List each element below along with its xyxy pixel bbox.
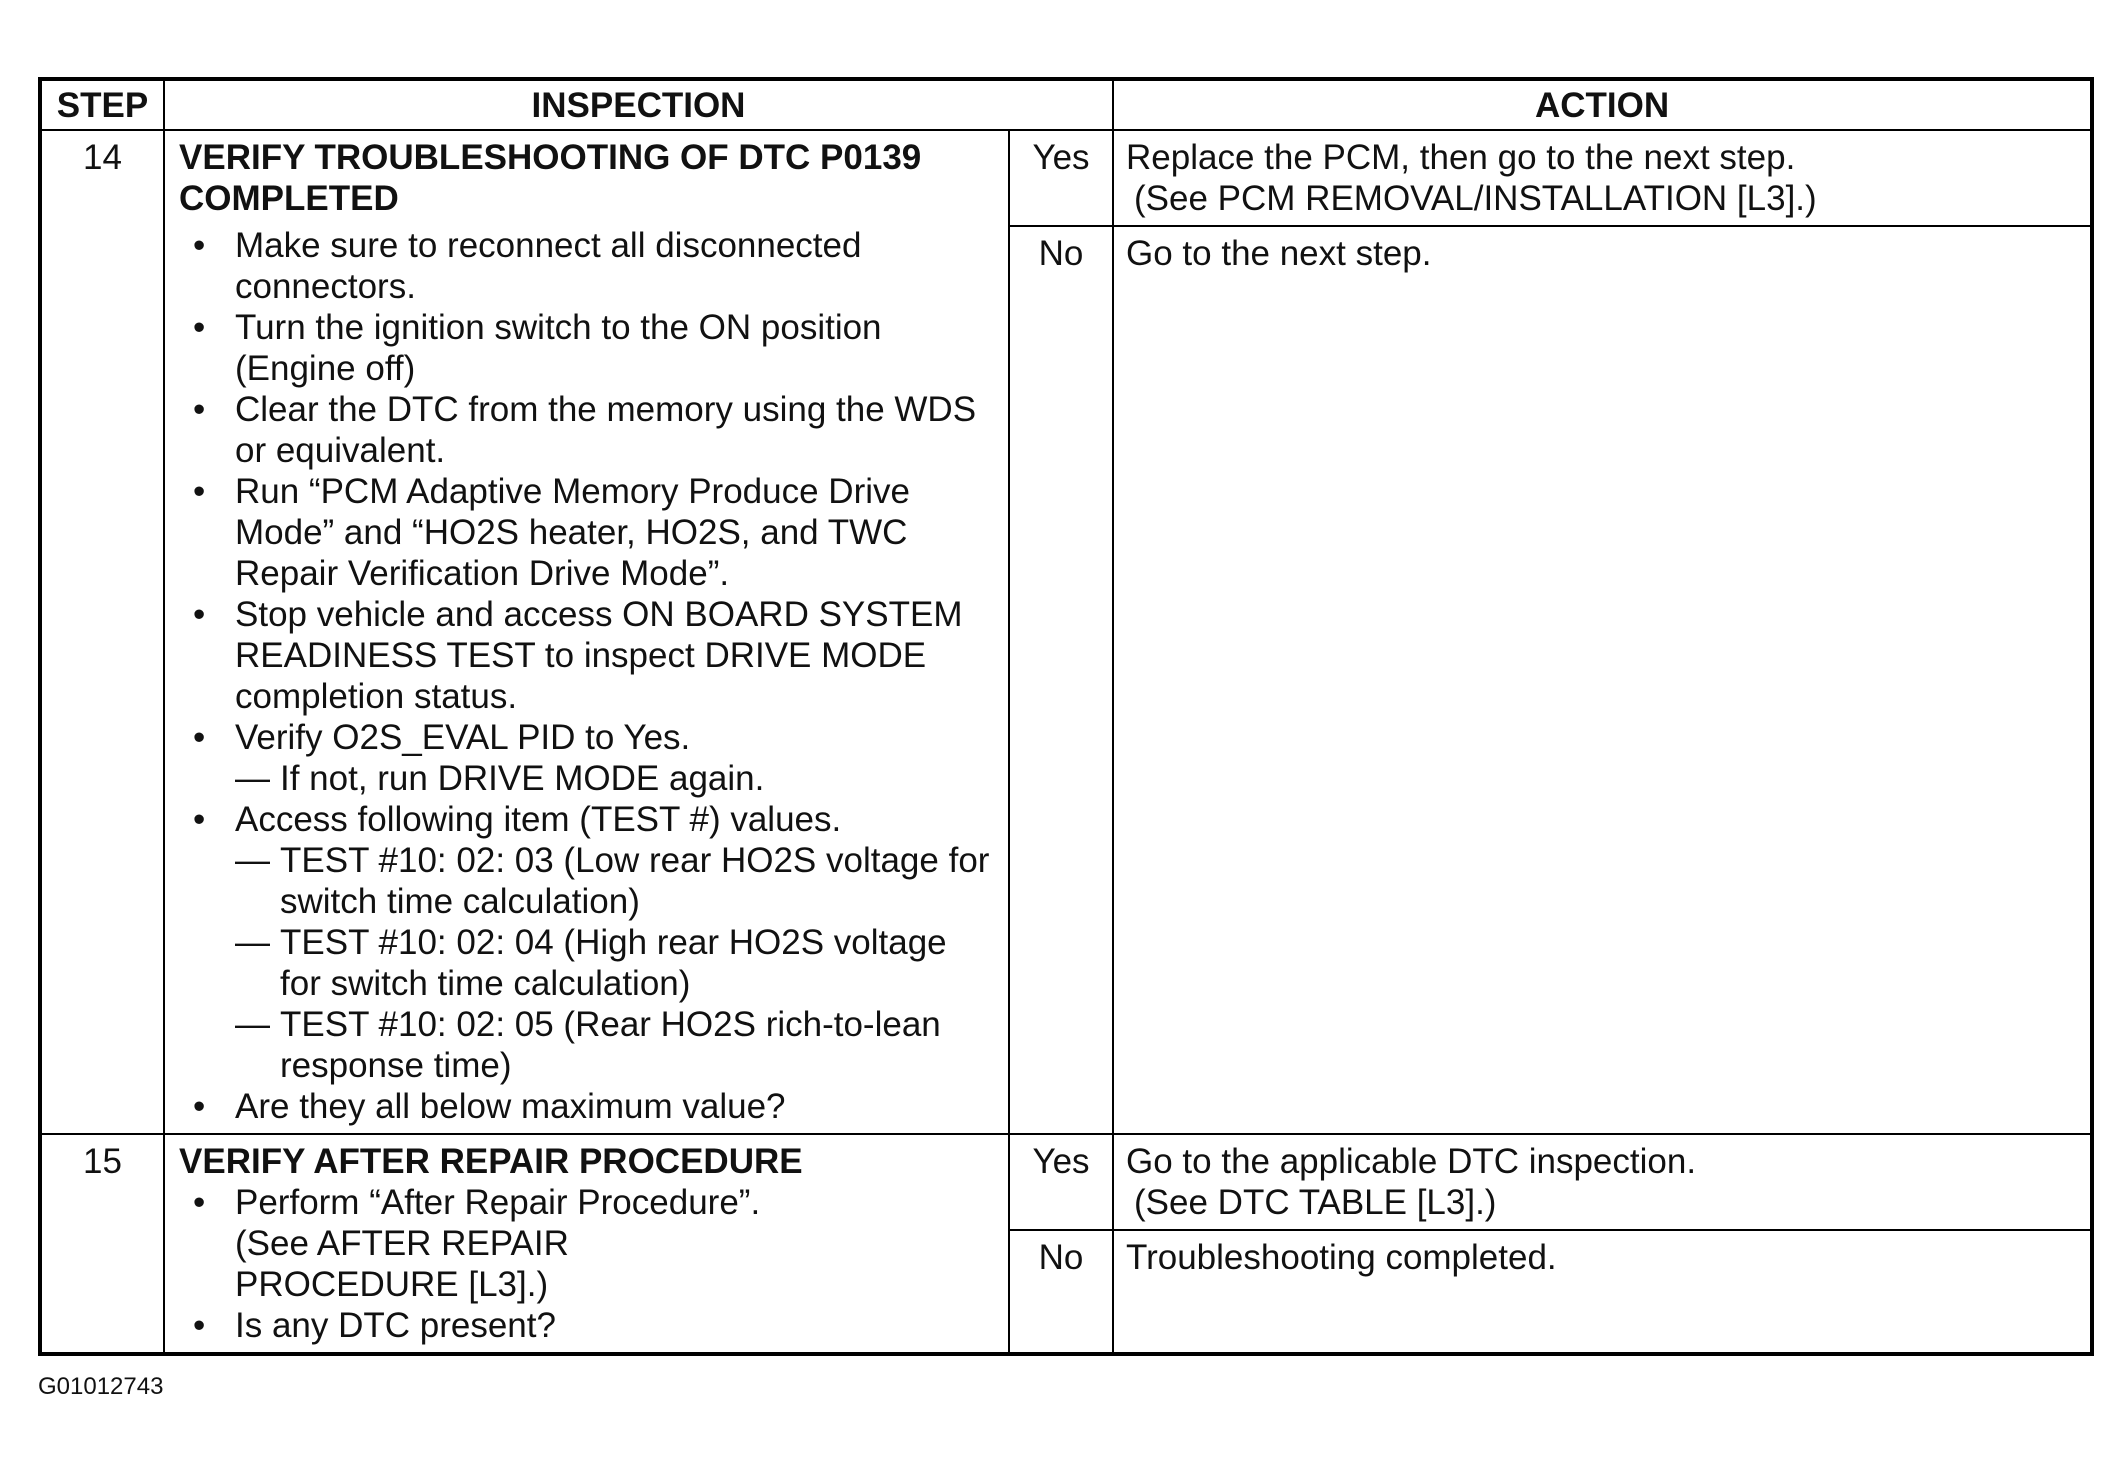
step-15-yes-row [40,1134,2092,1230]
figure-id: G01012743 [38,1373,164,1400]
step-14-yes-label: Yes [1009,130,1113,226]
bullet-text: Is any DTC present? [235,1306,556,1345]
sub-item-text: TEST #10: 02: 04 (High rear HO2S voltage for switch time calculation) [280,923,947,1003]
verify-sublist [235,758,992,799]
list-item [179,1086,992,1127]
action-note: (See PCM REMOVAL/INSTALLATION [L3].) [1134,179,1817,218]
list-item [179,225,992,307]
action-text: Go to the applicable DTC inspection. [1126,1142,1697,1181]
step-15-no-label: No [1009,1230,1113,1354]
step-15-title: VERIFY AFTER REPAIR PROCEDURE [179,1142,803,1181]
step-15-yes-label: Yes [1009,1134,1113,1230]
step-14-no-action: Go to the next step. [1113,226,2092,1134]
list-item [179,1305,992,1346]
sub-item [235,922,992,1004]
list-item [179,1182,992,1305]
step-15-inspection [164,1134,1009,1354]
list-item [179,717,992,799]
step-14-no-label: No [1009,226,1113,1134]
sub-item-text: TEST #10: 02: 03 (Low rear HO2S voltage for switch time calculation) [280,841,990,921]
sub-item [235,840,992,922]
sub-item-text: If not, run DRIVE MODE again. [280,759,765,798]
procedure-table [38,77,2094,1356]
step-14-title: VERIFY TROUBLESHOOTING OF DTC P0139 COMPLETED [179,138,922,218]
test-sublist [235,840,992,1086]
step-15-yes-action [1113,1134,2092,1230]
sub-item [235,1004,992,1086]
list-item [179,307,992,389]
action-text: Replace the PCM, then go to the next step. [1126,138,1796,177]
step-14-yes-action [1113,130,2092,226]
step-15-number: 15 [40,1134,164,1354]
bullet-text: Run “PCM Adaptive Memory Produce Drive Mode” and “HO2S heater, HO2S, and TWC Repair Verification Drive Mode”. [235,472,910,593]
bullet-text: Turn the ignition switch to the ON position (Engine off) [235,308,882,388]
step-14-number: 14 [40,130,164,1134]
sub-item [235,758,992,799]
bullet-text: Access following item (TEST #) values. [235,800,842,839]
list-item [179,799,992,1086]
header-row [40,79,2092,130]
list-item [179,594,992,717]
header-step: STEP [40,79,164,130]
sub-item-text: TEST #10: 02: 05 (Rear HO2S rich-to-lean response time) [280,1005,941,1085]
list-item [179,389,992,471]
list-item [179,471,992,594]
bullet-note: (See AFTER REPAIR PROCEDURE [L3].) [235,1224,569,1304]
bullet-text: Stop vehicle and access ON BOARD SYSTEM READINESS TEST to inspect DRIVE MODE completion status. [235,595,963,716]
header-inspection: INSPECTION [164,79,1113,130]
bullet-text: Make sure to reconnect all disconnected connectors. [235,226,862,306]
header-action: ACTION [1113,79,2092,130]
bullet-text: Perform “After Repair Procedure”. [235,1183,761,1222]
step-14-inspection [164,130,1009,1134]
step-15-no-action: Troubleshooting completed. [1113,1230,2092,1354]
bullet-text: Clear the DTC from the memory using the WDS or equivalent. [235,390,977,470]
action-note: (See DTC TABLE [L3].) [1134,1183,1497,1222]
bullet-text: Verify O2S_EVAL PID to Yes. [235,718,691,757]
step-15-bullet-list [179,1182,992,1346]
bullet-text: Are they all below maximum value? [235,1087,786,1126]
step-14-yes-row [40,130,2092,226]
step-14-bullet-list [179,225,992,1127]
